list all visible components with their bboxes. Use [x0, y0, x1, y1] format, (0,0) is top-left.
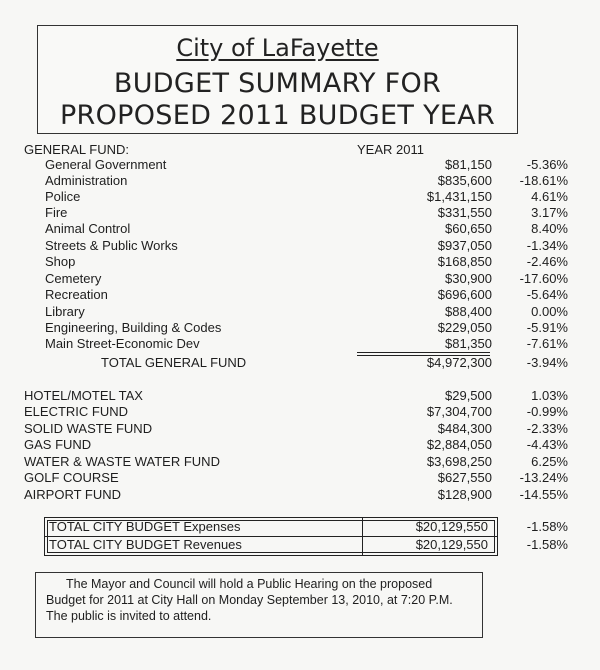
public-hearing-notice [35, 572, 483, 638]
title-line-2: PROPOSED 2011 BUDGET YEAR [59, 100, 496, 131]
row-amount: $835,600 [437, 173, 492, 188]
row-percent: -18.61% [519, 173, 568, 188]
table-row [0, 470, 600, 486]
row-label: GOLF COURSE [24, 470, 119, 485]
title-line-1: BUDGET SUMMARY FOR [113, 68, 442, 99]
row-label: TOTAL GENERAL FUND [101, 355, 247, 370]
row-percent: -7.61% [526, 336, 568, 351]
row-label: Cemetery [45, 271, 102, 286]
table-row [0, 271, 600, 287]
year-heading: YEAR 2011 [357, 142, 424, 157]
row-percent: -1.58% [526, 537, 568, 552]
row-label: Administration [45, 173, 128, 188]
table-row [0, 437, 600, 453]
table-row [0, 304, 600, 320]
row-label: Shop [45, 254, 76, 269]
row-percent: -5.64% [526, 287, 568, 302]
row-label: AIRPORT FUND [24, 487, 122, 502]
row-label: Recreation [45, 287, 108, 302]
row-label: Main Street-Economic Dev [45, 336, 200, 351]
row-label: Streets & Public Works [45, 238, 178, 253]
row-amount: $696,600 [437, 287, 492, 302]
row-percent: 8.40% [531, 221, 568, 236]
table-row [0, 189, 600, 205]
row-amount: $484,300 [437, 421, 492, 436]
row-percent: -1.58% [526, 519, 568, 534]
table-row [0, 157, 600, 173]
row-label: Fire [45, 205, 68, 220]
row-percent: -1.34% [526, 238, 568, 253]
row-percent: 3.17% [531, 205, 568, 220]
row-amount: $128,900 [437, 487, 492, 502]
row-label: WATER & WASTE WATER FUND [24, 454, 220, 469]
total-underline [357, 352, 490, 353]
city-total-row [0, 519, 600, 535]
row-percent: 1.03% [531, 388, 568, 403]
table-row [0, 421, 600, 437]
row-percent: -0.99% [526, 404, 568, 419]
row-amount: $20,129,550 [415, 537, 488, 552]
row-amount: $4,972,300 [426, 355, 492, 370]
row-label: SOLID WASTE FUND [24, 421, 153, 436]
row-amount: $627,550 [437, 470, 492, 485]
notice-text: The Mayor and Council will hold a Public Hearing on the proposed Budget for 2011 at City Hall on Monday September 13, 2010, at 7:20 P.M. The public is invited to attend. [46, 577, 453, 623]
row-amount: $20,129,550 [415, 519, 488, 534]
row-label: General Government [45, 157, 167, 172]
row-percent: -17.60% [519, 271, 568, 286]
table-row [0, 404, 600, 420]
row-amount: $29,500 [445, 388, 492, 403]
row-percent: 0.00% [531, 304, 568, 319]
row-amount: $7,304,700 [426, 404, 492, 419]
table-row [0, 388, 600, 404]
row-percent: -4.43% [526, 437, 568, 452]
row-percent: -5.91% [526, 320, 568, 335]
row-amount: $88,400 [445, 304, 492, 319]
row-label: Police [45, 189, 81, 204]
table-row [0, 205, 600, 221]
row-label: TOTAL CITY BUDGET Revenues [49, 537, 242, 552]
row-label: HOTEL/MOTEL TAX [24, 388, 143, 403]
city-name: City of LaFayette [176, 34, 379, 62]
row-percent: 4.61% [531, 189, 568, 204]
row-amount: $1,431,150 [426, 189, 492, 204]
city-total-row [0, 537, 600, 553]
row-label: Library [45, 304, 85, 319]
row-amount: $168,850 [437, 254, 492, 269]
table-row [0, 221, 600, 237]
table-row [0, 287, 600, 303]
row-label: Engineering, Building & Codes [45, 320, 222, 335]
table-row [0, 454, 600, 470]
row-label: TOTAL CITY BUDGET Expenses [49, 519, 241, 534]
row-amount: $81,350 [445, 336, 492, 351]
table-row [0, 320, 600, 336]
table-row [0, 254, 600, 270]
row-amount: $81,150 [445, 157, 492, 172]
row-amount: $3,698,250 [426, 454, 492, 469]
table-row [0, 173, 600, 189]
row-percent: -14.55% [519, 487, 568, 502]
general-fund-heading: GENERAL FUND: [24, 142, 129, 157]
row-amount: $30,900 [445, 271, 492, 286]
table-row [0, 336, 600, 352]
table-row [0, 487, 600, 503]
row-percent: -3.94% [526, 355, 568, 370]
total-general-fund-row [0, 355, 600, 371]
row-amount: $229,050 [437, 320, 492, 335]
row-percent: -5.36% [526, 157, 568, 172]
row-percent: -2.33% [526, 421, 568, 436]
row-amount: $331,550 [437, 205, 492, 220]
table-row [0, 238, 600, 254]
row-amount: $937,050 [437, 238, 492, 253]
row-label: GAS FUND [24, 437, 92, 452]
row-percent: -13.24% [519, 470, 568, 485]
row-amount: $60,650 [445, 221, 492, 236]
header-box [37, 25, 518, 134]
row-amount: $2,884,050 [426, 437, 492, 452]
row-percent: -2.46% [526, 254, 568, 269]
row-label: ELECTRIC FUND [24, 404, 129, 419]
row-label: Animal Control [45, 221, 131, 236]
row-percent: 6.25% [531, 454, 568, 469]
